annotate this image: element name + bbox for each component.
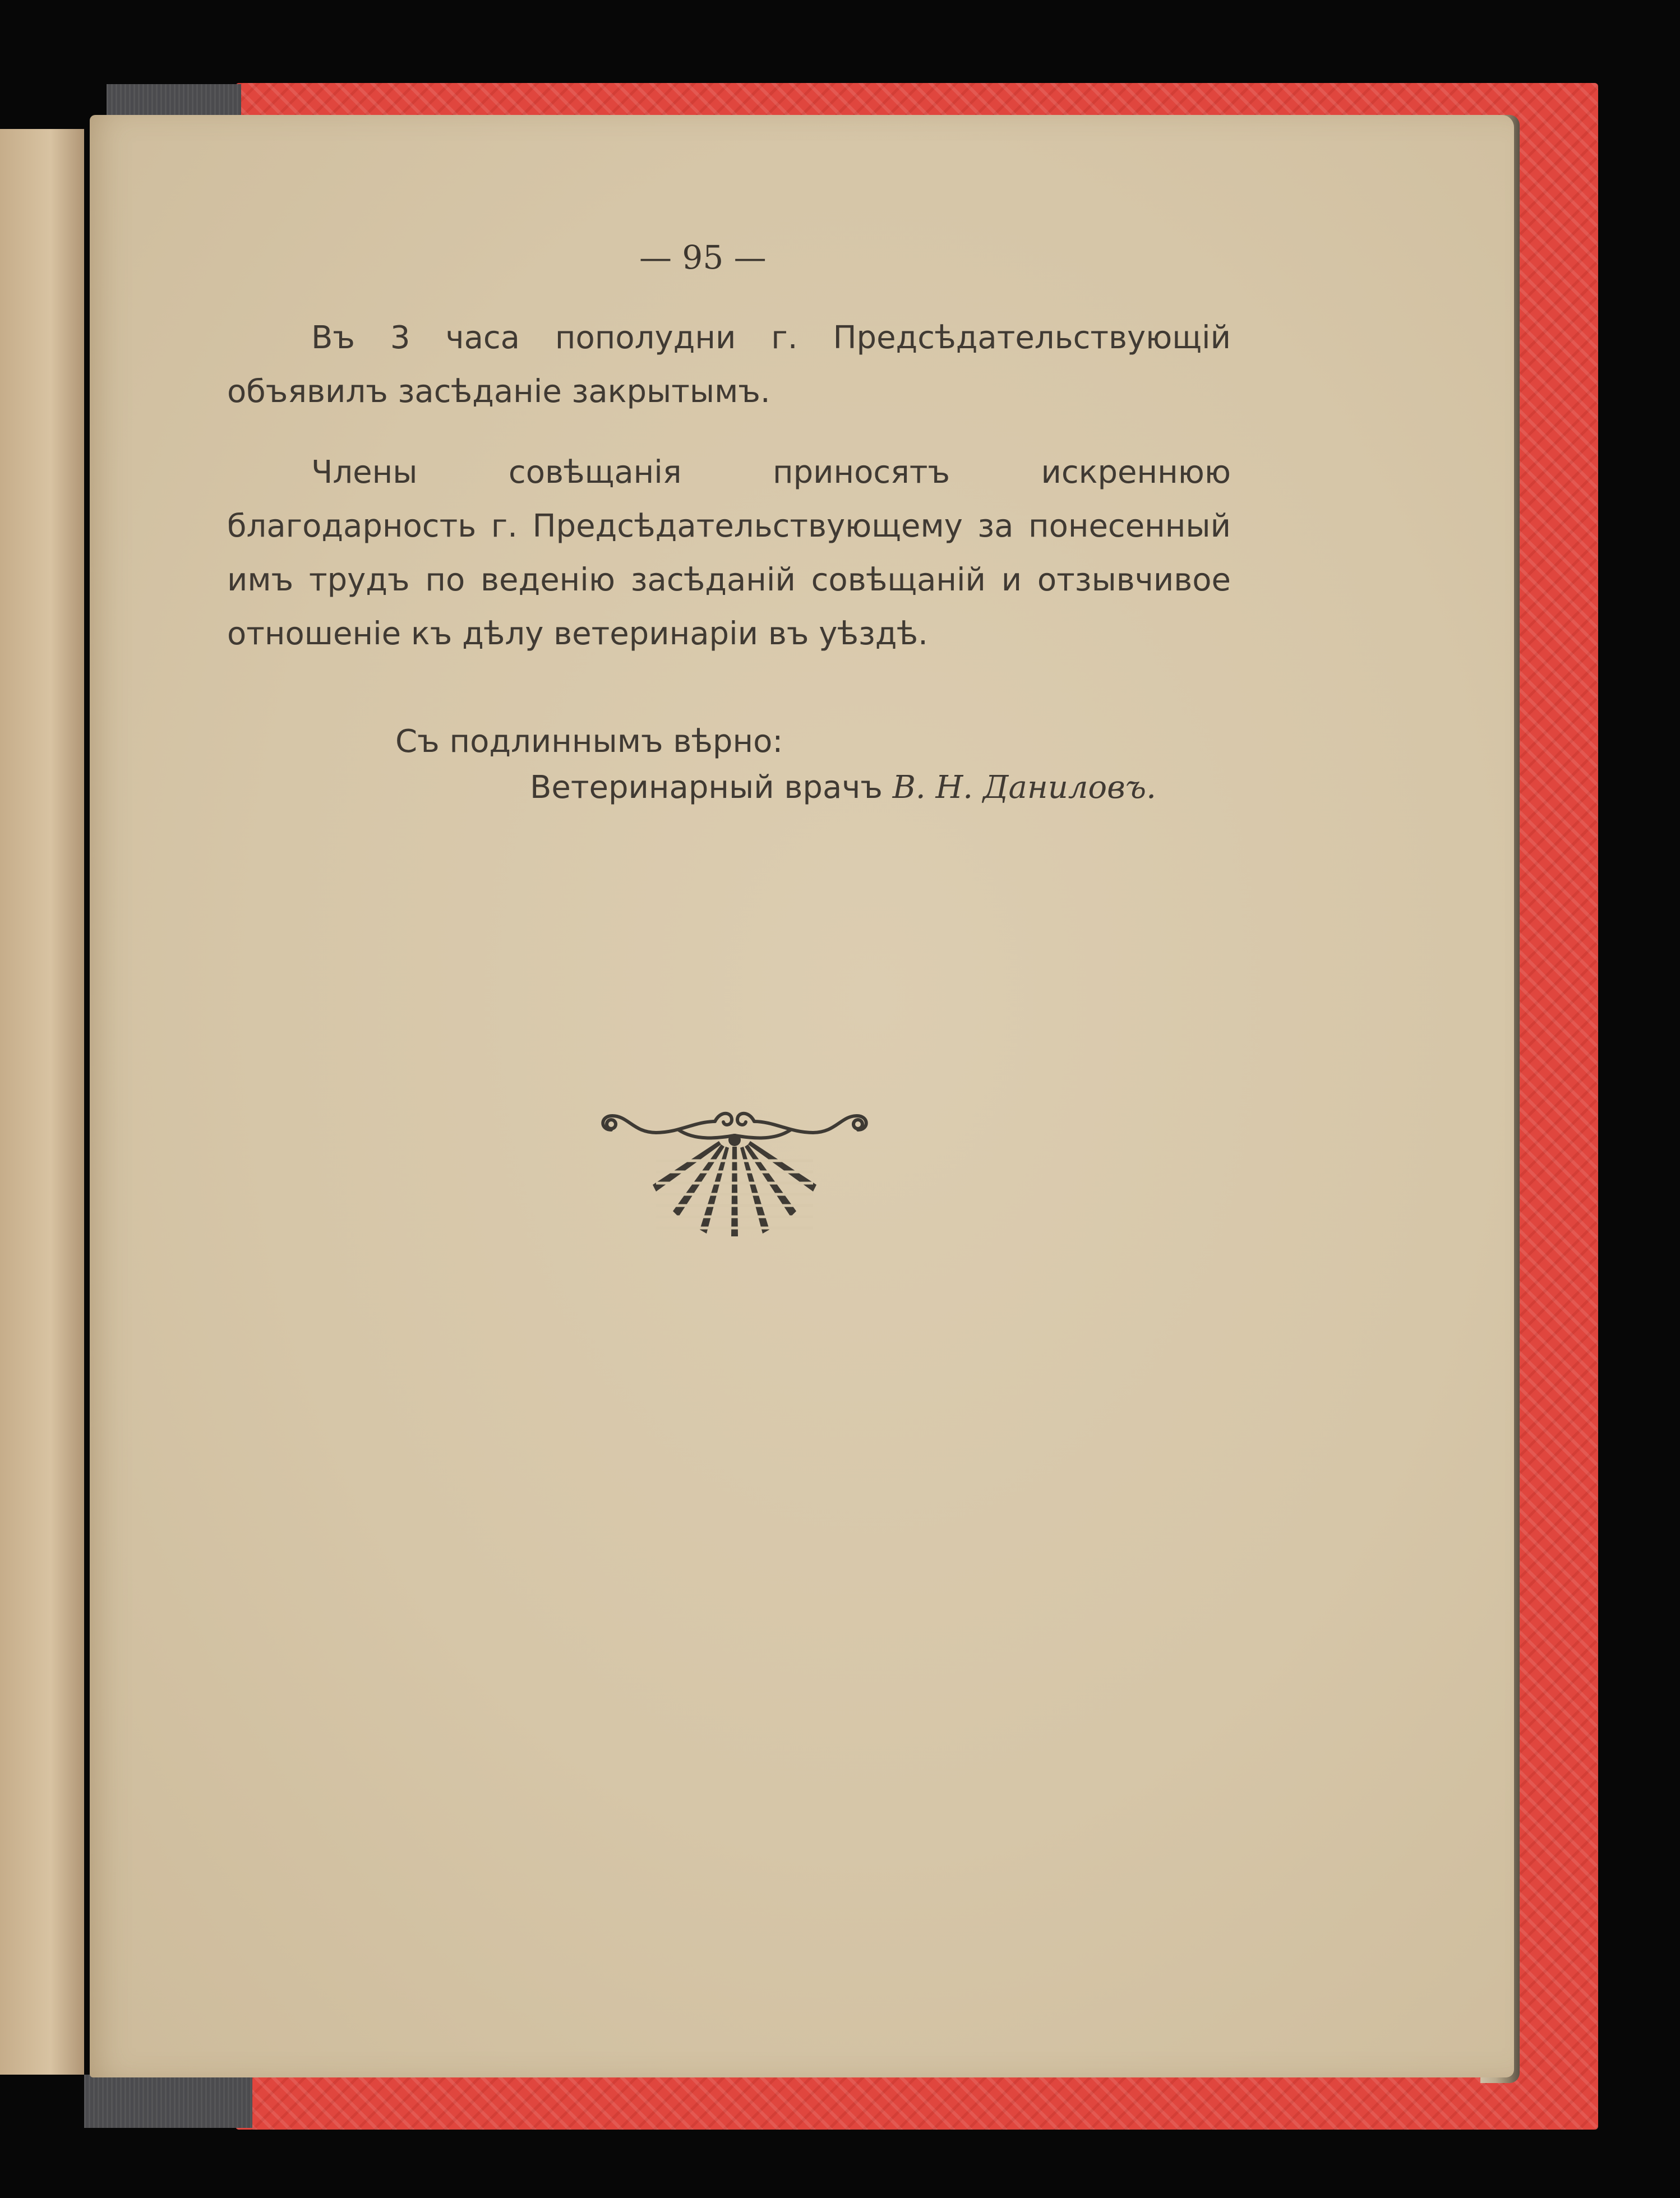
signature-title: Ветеринарный врачъ [530, 769, 883, 806]
facing-page-edge [0, 129, 84, 2075]
paragraph-closing: Въ 3 часа пополудни г. Предсѣдательствующій объявилъ засѣданіе закрытымъ. [227, 320, 1231, 410]
fleuron-ornament-icon [594, 1107, 875, 1259]
paragraph-thanks: Члены совѣщанія приносятъ искреннюю благодарность г. Предсѣдательствующему за понесенный имъ трудъ по веденію засѣданій совѣщаній и отзывчивое отношеніе къ дѣлу ветеринаріи въ уѣздѣ. [227, 454, 1231, 652]
page-number: — 95 — [639, 238, 767, 276]
signature-name: В. Н. Даниловъ. [892, 769, 1156, 806]
spine-binding-bottom [84, 2075, 252, 2128]
signature-line [530, 769, 1156, 806]
attestation-line: Съ подлиннымъ вѣрно: [395, 723, 783, 760]
